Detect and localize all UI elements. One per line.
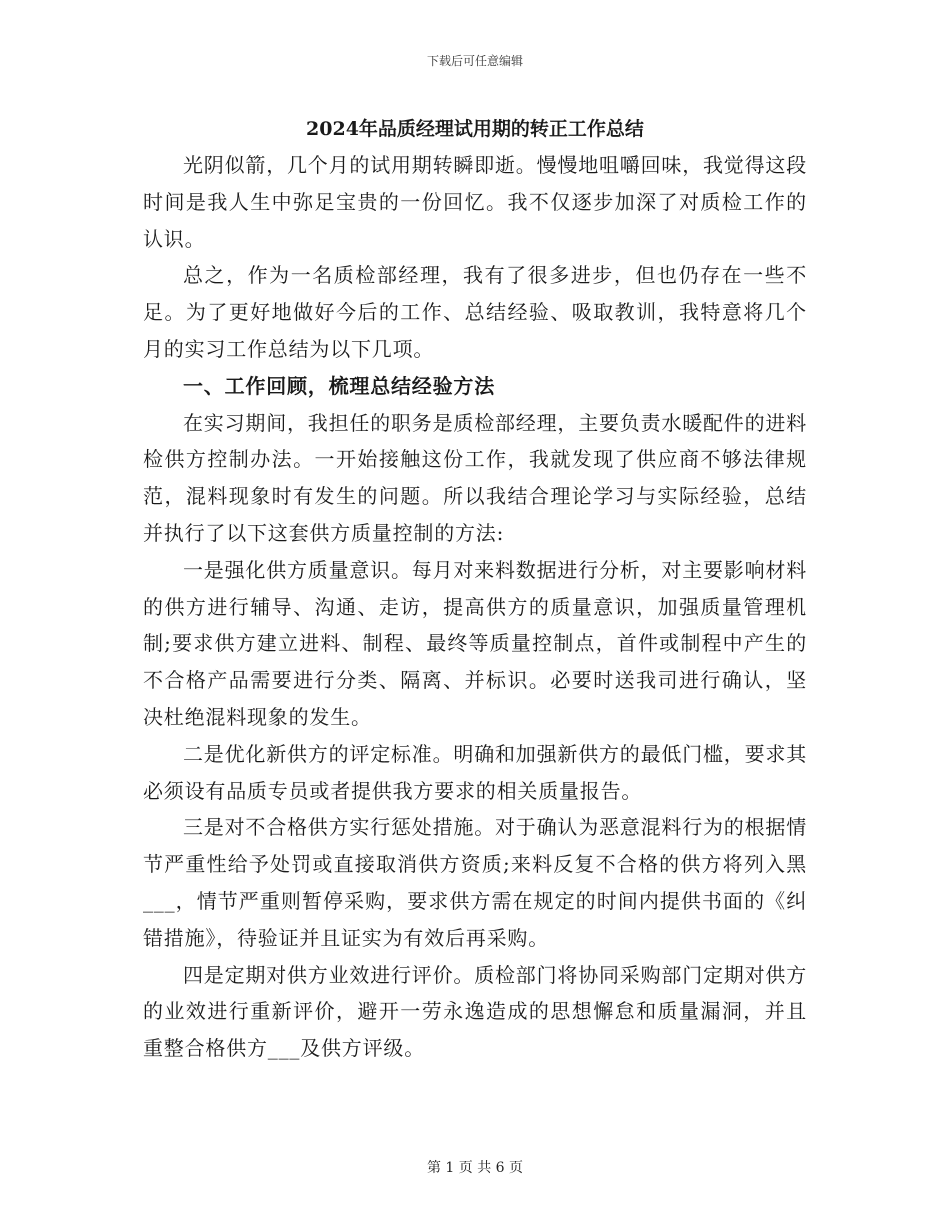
paragraph-item-2: 二是优化新供方的评定标准。明确和加强新供方的最低门槛，要求其必须设有品质专员或者提供我方要求的相关质量报告。: [143, 741, 807, 803]
document-title: 2024年品质经理试用期的转正工作总结: [306, 118, 644, 140]
section-heading: 一、工作回顾，梳理总结经验方法: [183, 373, 495, 398]
header-note: 下载后可任意编辑: [426, 54, 523, 68]
document-body: [143, 147, 807, 1067]
paragraph-item-3: 三是对不合格供方实行惩处措施。对于确认为恶意混料行为的根据情节严重性给予处罚或直接取消供方资质;来料反复不合格的供方将列入黑___，情节严重则暂停采购，要求供方需在规定的时间内提供书面的《纠错措施》，待验证并且证实为有效后再采购。: [143, 815, 807, 950]
paragraph-item-4: 四是定期对供方业效进行评价。质检部门将协同采购部门定期对供方的业效进行重新评价，避开一劳永逸造成的思想懈怠和质量漏洞，并且重整合格供方___及供方评级。: [143, 962, 807, 1061]
paragraph-internship: 在实习期间，我担任的职务是质检部经理，主要负责水暖配件的进料检供方控制办法。一开始接触这份工作，我就发现了供应商不够法律规范，混料现象时有发生的问题。所以我结合理论学习与实际经验，总结并执行了以下这套供方质量控制的方法:: [143, 410, 807, 545]
paragraph-item-1: 一是强化供方质量意识。每月对来料数据进行分析，对主要影响材料的供方进行辅导、沟通、走访，提高供方的质量意识，加强质量管理机制;要求供方建立进料、制程、最终等质量控制点，首件或制程中产生的不合格产品需要进行分类、隔离、并标识。必要时送我司进行确认，坚决杜绝混料现象的发生。: [143, 557, 807, 729]
page-number-footer: 第 1 页 共 6 页: [426, 1160, 524, 1176]
paragraph-intro: 光阴似箭，几个月的试用期转瞬即逝。慢慢地咀嚼回味，我觉得这段时间是我人生中弥足宝贵的一份回忆。我不仅逐步加深了对质检工作的认识。: [143, 153, 807, 251]
paragraph-summary: 总之，作为一名质检部经理，我有了很多进步，但也仍存在一些不足。为了更好地做好今后的工作、总结经验、吸取教训，我特意将几个月的实习工作总结为以下几项。: [143, 263, 807, 361]
